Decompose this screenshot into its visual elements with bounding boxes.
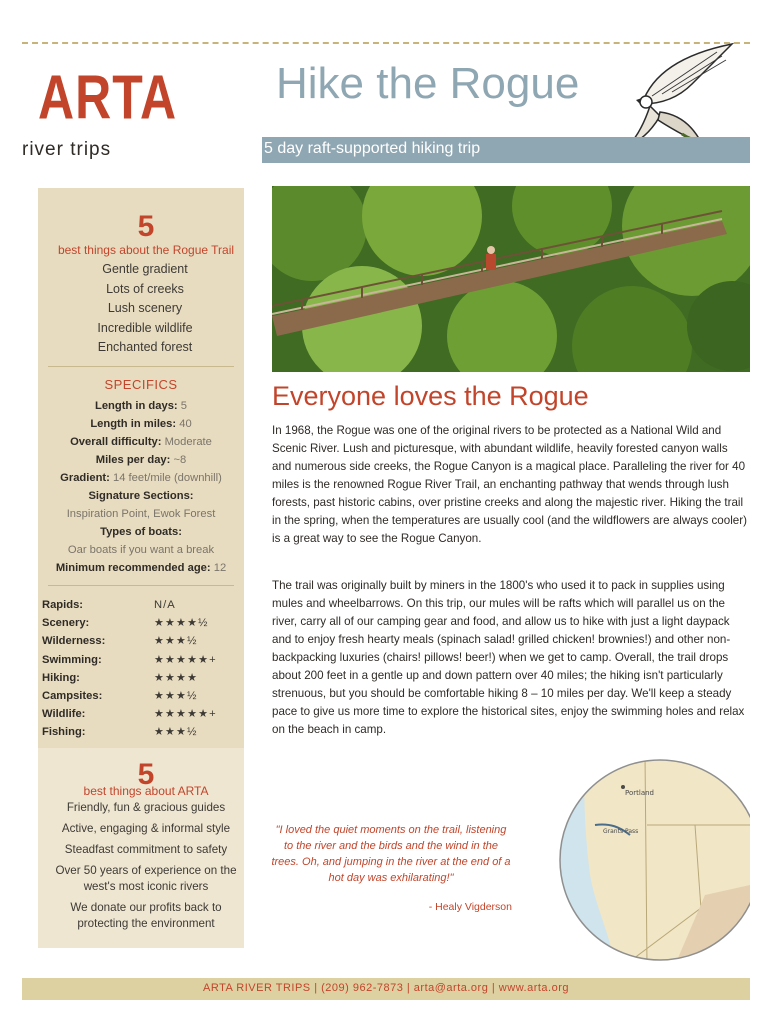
list-item: Steadfast commitment to safety bbox=[64, 843, 228, 856]
list-item: Lots of creeks bbox=[106, 281, 184, 296]
map-label-grants-pass: Grants Pass bbox=[603, 828, 639, 835]
list-item: Over 50 years of experience on the west's most iconic rivers bbox=[55, 864, 237, 893]
page-subtitle: 5 day raft-supported hiking trip bbox=[264, 140, 481, 157]
specifics-list bbox=[38, 397, 244, 577]
rating-row: Wilderness: ★★★½ bbox=[42, 635, 198, 648]
list-item: Gentle gradient bbox=[102, 262, 188, 276]
spec-row: Gradient: 14 feet/mile (downhill) bbox=[60, 472, 222, 484]
list-item: Enchanted forest bbox=[97, 340, 193, 354]
bottom-five-kicker: best things about ARTA bbox=[83, 784, 209, 798]
list-item: Active, engaging & informal style bbox=[61, 822, 231, 835]
rating-row: Hiking: ★★★★ bbox=[42, 671, 199, 684]
top-five-kicker: best things about the Rogue Trail bbox=[57, 243, 235, 257]
testimonial-author: - Healy Vigderson bbox=[428, 901, 512, 913]
spec-row: Length in miles: 40 bbox=[90, 418, 192, 430]
spec-row: Oar boats if you want a break bbox=[67, 544, 215, 556]
list-item: We donate our profits back to protecting the environment bbox=[70, 901, 222, 930]
section-heading: Everyone loves the Rogue bbox=[272, 381, 589, 411]
bottom-five-number: 5 bbox=[137, 758, 155, 791]
logo-tagline: river trips bbox=[22, 137, 262, 163]
spec-row: Signature Sections: bbox=[88, 490, 194, 502]
footer-contact: ARTA RIVER TRIPS | (209) 962-7873 | arta@arta.org | www.arta.org bbox=[203, 982, 569, 994]
region-map bbox=[555, 755, 750, 965]
testimonial-quote: "I loved the quiet moments on the trail, listening to the river and the birds and the wind in the trees. Oh, and jumping in the river at the end of a hot day was exhilarating!" bbox=[271, 824, 511, 884]
sidebar-divider bbox=[48, 366, 234, 367]
page-title: Hike the Rogue bbox=[276, 59, 580, 108]
list-item: Incredible wildlife bbox=[97, 320, 193, 335]
ratings-table bbox=[42, 596, 242, 742]
osprey-illustration bbox=[622, 34, 744, 154]
specifics-heading: SPECIFICS bbox=[104, 377, 178, 392]
top-five-list bbox=[38, 260, 252, 358]
top-five-number: 5 bbox=[137, 210, 155, 243]
spec-row: Minimum recommended age: 12 bbox=[55, 562, 227, 574]
spec-row: Length in days: 5 bbox=[94, 400, 187, 412]
rating-row: Campsites: ★★★½ bbox=[42, 690, 198, 703]
list-item: Lush scenery bbox=[107, 301, 183, 315]
bottom-five-list bbox=[48, 800, 244, 932]
spec-row: Overall difficulty: Moderate bbox=[70, 436, 212, 448]
arta-logo: ARTA bbox=[38, 62, 178, 133]
spec-row: Types of boats: bbox=[100, 526, 182, 538]
rating-row: Fishing: ★★★½ bbox=[42, 726, 198, 739]
sidebar-divider bbox=[48, 585, 234, 586]
rating-row: Wildlife: ★★★★★+ bbox=[42, 708, 217, 721]
rating-row: Scenery: ★★★★½ bbox=[42, 617, 209, 630]
bridge-photo bbox=[272, 186, 750, 372]
rating-row: Swimming: ★★★★★+ bbox=[42, 653, 217, 666]
body-paragraph-1: In 1968, the Rogue was one of the original rivers to be protected as a National Wild and Scenic River. Lush and picturesque, with abundant wildlife, heavily forested canyon walls and numerous side creeks, the Rogue Canyon is a magical place. Paralleling the river for 40 miles is the renowned Rogue River Trail, an enchanting pathway that wends through lush forests, past historic cabins, over pristine creeks and along the majestic river. Hiking the trail in the spring, when the temperatures are usually cool (and the wildflowers are always cooler) is a great way to see the Rogue Canyon. bbox=[272, 424, 747, 545]
spec-row: Inspiration Point, Ewok Forest bbox=[66, 508, 216, 520]
map-label-portland: Portland bbox=[625, 789, 654, 797]
rating-row: Rapids: N/A bbox=[42, 599, 176, 611]
list-item: Friendly, fun & gracious guides bbox=[66, 801, 226, 814]
spec-row: Miles per day: ~8 bbox=[95, 454, 187, 466]
body-paragraph-2: The trail was originally built by miners in the 1800's who used it to pack in supplies using mules and wheelbarrows. On this trip, our mules will be rafts which will parallel us on the river, carry all of our camping gear and food, and allow us to hike with just a light daypack and to enjoy fresh hearty meals (spinach salad! grilled chicken! brownies!) and other non-backpacking luxuries (chairs! pillows! beer!) when we get to camp. Overall, the trail drops about 200 feet in a gentle up and down pattern over 40 miles; the hiking isn't particularly strenuous, but you should be comfortable hiking 8 – 10 miles per day. We'll keep a steady pace to give us more time to explore the historical sites, enjoy the swimming holes and relax on the beach in camp. bbox=[272, 579, 745, 736]
